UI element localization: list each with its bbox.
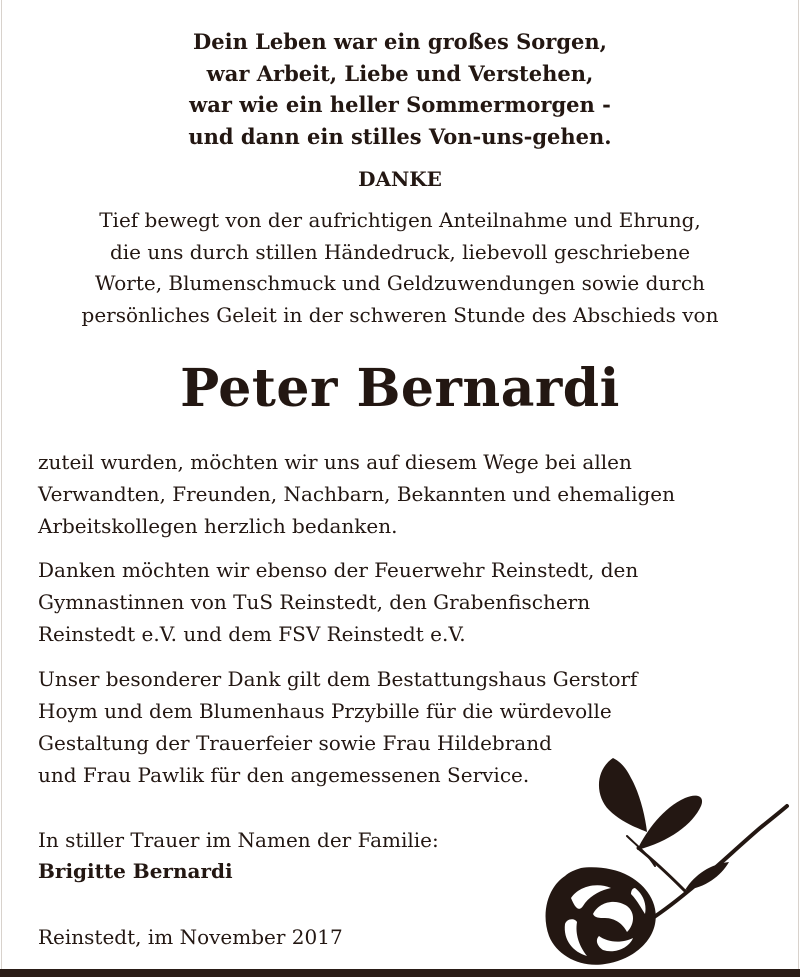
deceased-name: Peter Bernardi [180, 358, 620, 419]
rose-bloom [546, 867, 656, 964]
paragraph-line: zuteil wurden, möchten wir uns auf diesem Wege bei allen [38, 450, 632, 474]
bottom-border [0, 969, 800, 977]
place-date: Reinstedt, im November 2017 [38, 925, 343, 949]
poem-line: war wie ein heller Sommermorgen - [189, 92, 611, 117]
paragraph-line: Hoym und dem Blumenhaus Przybille für die würdevolle [38, 699, 612, 723]
paragraph-line: Arbeitskollegen herzlich bedanken. [38, 514, 398, 538]
thanks-paragraph-2 [38, 554, 778, 650]
intro-line: die uns durch stillen Händedruck, liebevoll geschriebene [109, 239, 691, 264]
paragraph-line: und Frau Pawlik für den angemessenen Service. [38, 763, 530, 787]
paragraph-line: Gestaltung der Trauerfeier sowie Frau Hildebrand [38, 731, 552, 755]
paragraph-line: Verwandten, Freunden, Nachbarn, Bekannten und ehemaligen [38, 482, 675, 506]
paragraph-line: Gymnastinnen von TuS Reinstedt, den Grabenfischern [38, 590, 591, 614]
poem [0, 26, 800, 152]
paragraph-line: Danken möchten wir ebenso der Feuerwehr Reinstedt, den [38, 558, 639, 582]
danke-heading: DANKE [358, 167, 442, 191]
poem-line: war Arbeit, Liebe und Verstehen, [206, 60, 594, 86]
intro-line: Tief bewegt von der aufrichtigen Anteilnahme und Ehrung, [99, 208, 701, 232]
poem-line: und dann ein stilles Von-uns-gehen. [188, 123, 612, 149]
signature-name: Brigitte Bernardi [38, 859, 233, 883]
intro-paragraph [0, 205, 800, 331]
paragraph-line: Reinstedt e.V. und dem FSV Reinstedt e.V. [38, 622, 466, 646]
intro-line: persönliches Geleit in der schweren Stunde des Abschieds von [81, 302, 719, 327]
poem-line: Dein Leben war ein großes Sorgen, [193, 29, 607, 54]
signature-label: In stiller Trauer im Namen der Familie: [38, 828, 439, 852]
intro-line: Worte, Blumenschmuck und Geldzuwendungen sowie durch [95, 271, 705, 295]
thanks-paragraph-1 [38, 446, 778, 542]
rose-icon [535, 748, 790, 970]
paragraph-line: Unser besonderer Dank gilt dem Bestattungshaus Gerstorf [38, 667, 638, 691]
